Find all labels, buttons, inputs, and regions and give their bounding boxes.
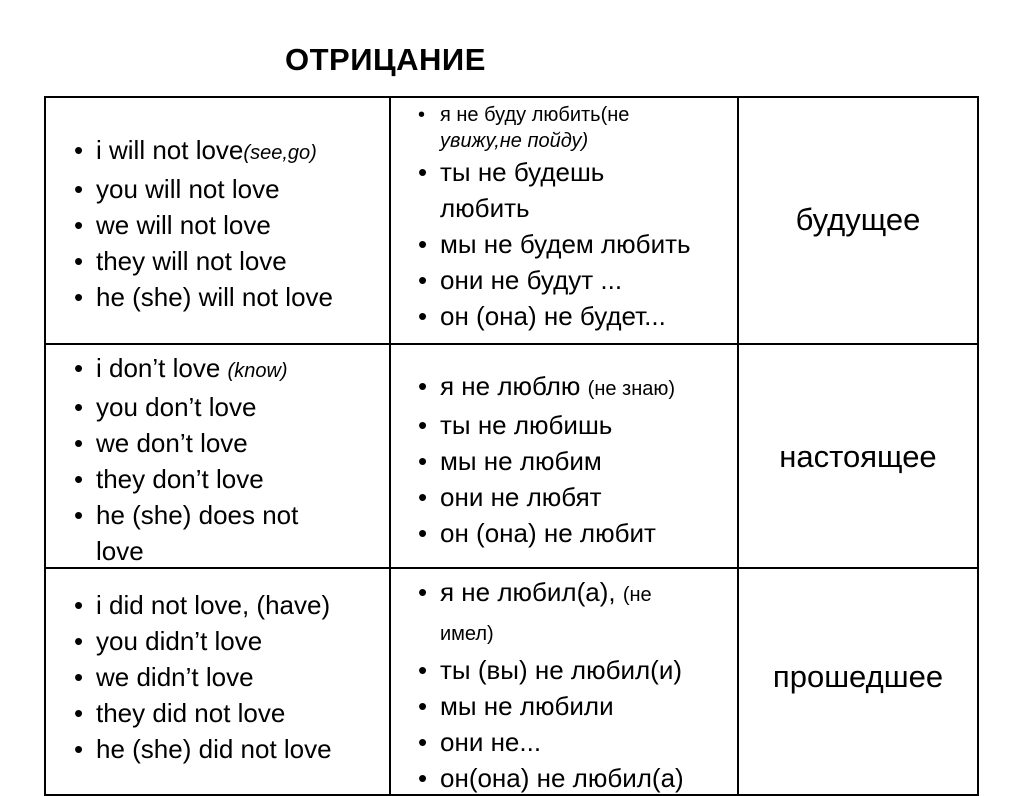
list-item: • мы не будем любить: [416, 226, 691, 262]
russian-future-cell: [416, 102, 691, 334]
tense-label-future: будущее: [795, 202, 921, 237]
english-present-cell: [72, 350, 298, 569]
russian-present-cell: [416, 368, 675, 551]
list-item: • мы не любим: [416, 443, 675, 479]
list-item: • we don’t love: [72, 425, 298, 461]
list-item: • you will not love: [72, 171, 333, 207]
list-item: • он (она) не будет...: [416, 298, 691, 334]
list-item: • i will not love(see,go): [72, 132, 333, 171]
russian-past-cell: [416, 574, 684, 796]
list-item: • они не...: [416, 724, 684, 760]
negation-table: [44, 96, 979, 796]
list-item: • ты не любишь: [416, 407, 675, 443]
tense-label-present: настоящее: [779, 439, 937, 474]
list-item: • он(она) не любил(а): [416, 760, 684, 796]
english-past-cell: [72, 587, 332, 767]
list-item: • they don’t love: [72, 461, 298, 497]
list-item: • you didn’t love: [72, 623, 332, 659]
list-item: • он (она) не любит: [416, 515, 675, 551]
list-item: • я не буду любить(не увижу,не пойду): [416, 102, 691, 154]
list-item: • i did not love, (have): [72, 587, 332, 623]
row-divider: [46, 343, 977, 345]
english-future-cell: [72, 132, 333, 315]
list-item: • they did not love: [72, 695, 332, 731]
page-title: ОТРИЦАНИЕ: [285, 42, 486, 77]
list-item: • ты не будешь любить: [416, 154, 691, 226]
list-item: • they will not love: [72, 243, 333, 279]
list-item: • я не люблю (не знаю): [416, 368, 675, 407]
list-item: • мы не любили: [416, 688, 684, 724]
list-item: • we will not love: [72, 207, 333, 243]
list-item: • я не любил(а), (не имел): [416, 574, 684, 652]
column-divider: [389, 98, 391, 794]
tense-label-past: прошедшее: [772, 659, 944, 694]
list-item: • we didn’t love: [72, 659, 332, 695]
list-item: • you don’t love: [72, 389, 298, 425]
list-item: • они не будут ...: [416, 262, 691, 298]
list-item: • he (she) did not love: [72, 731, 332, 767]
list-item: • he (she) will not love: [72, 279, 333, 315]
list-item: • они не любят: [416, 479, 675, 515]
list-item: • i don’t love (know): [72, 350, 298, 389]
list-item: • he (she) does not love: [72, 497, 298, 569]
list-item: • ты (вы) не любил(и): [416, 652, 684, 688]
